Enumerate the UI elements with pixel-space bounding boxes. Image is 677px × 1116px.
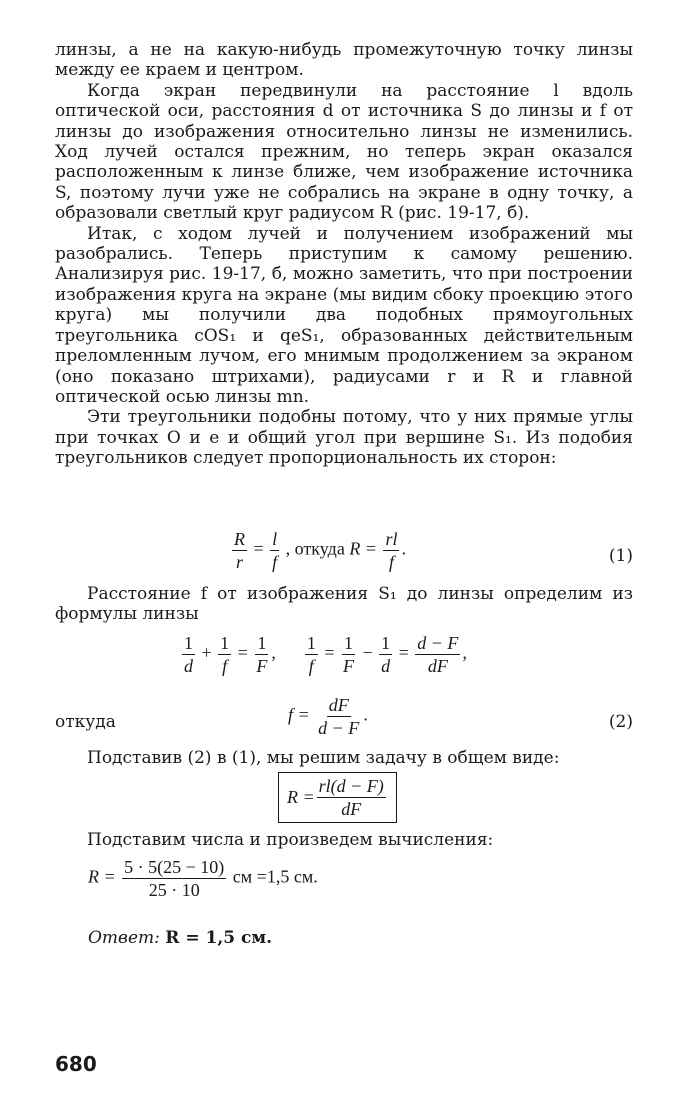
text-block-numbers <box>55 830 633 850</box>
paragraph-7: Подставим числа и произведем вычисления: <box>87 830 494 850</box>
equation-2-number: (2) <box>608 712 633 732</box>
paragraph-5: Расстояние f от изображения S₁ до линзы определим из формулы линзы <box>55 584 633 625</box>
text-block-general <box>55 748 633 768</box>
answer-value: R = 1,5 см. <box>165 928 273 948</box>
boxed-formula: R = $\frac{rl(d - F)}{dF}$ <box>278 772 397 823</box>
equation-2: f = $\frac{dF}{d - F}$ . <box>288 695 368 738</box>
equation-1-number: (1) <box>608 546 633 566</box>
otkuda-label: откуда <box>55 712 116 732</box>
paragraph-2: Когда экран передвинули на расстояние l вдоль оптической оси, расстояния d от источника S до линзы и f от линзы до изображения относительно линзы не изменились. Ход лучей остался прежним, но теперь экран оказался расположенным к линзе ближе, чем изображение источника S, поэтому лучи уже не собрались на экране в одну точку, а образовали светлый круг радиусом R (рис. 19-17, б). <box>55 80 633 224</box>
paragraph-1: линзы, а не на какую-нибудь промежуточную точку линзы между ее краем и центром. <box>55 40 633 81</box>
equation-1: $\frac{R}{r}$ = $\frac{l}{f}$ , откуда R = $\frac{rl}{f}$ . <box>234 529 406 572</box>
answer-line <box>88 928 272 948</box>
text-block-mid <box>55 584 633 625</box>
paragraph-4: Эти треугольники подобны потому, что у них прямые углы при точках O и e и общий угол при вершине S₁. Из подобия треугольников следует пропорциональность их сторон: <box>55 407 633 469</box>
page-number: 680 <box>55 1052 97 1076</box>
text-block-top <box>55 40 633 469</box>
lens-formula: $\frac{1}{d}$ + $\frac{1}{f}$ = $\frac{1}{F}$ , $\frac{1}{f}$ = $\frac{1}{F}$ − $\frac{1}{d}$ = $\frac{d - F}{dF}$ , <box>184 633 467 676</box>
paragraph-3: Итак, с ходом лучей и получением изображений мы разобрались. Теперь приступим к самому решению. Анализируя рис. 19-17, б, можно заметить, что при построении изображения круга на экране (мы видим сбоку проекцию этого круга) мы получили два подобных прямоугольных треугольника cOS₁ и qeS₁, образованных действительным преломленным лучом, его мнимым продолжением за экраном (оно показано штрихами), радиусами r и R и главной оптической осью линзы mn. <box>55 223 633 407</box>
paragraph-6: Подставив (2) в (1), мы решим задачу в общем виде: <box>87 748 560 768</box>
numeric-calculation: R = $\frac{5 \cdot 5(25 - 10)}{25 \cdot 10}$ см =1,5 см. <box>88 857 318 900</box>
answer-label: Ответ: <box>88 928 160 948</box>
